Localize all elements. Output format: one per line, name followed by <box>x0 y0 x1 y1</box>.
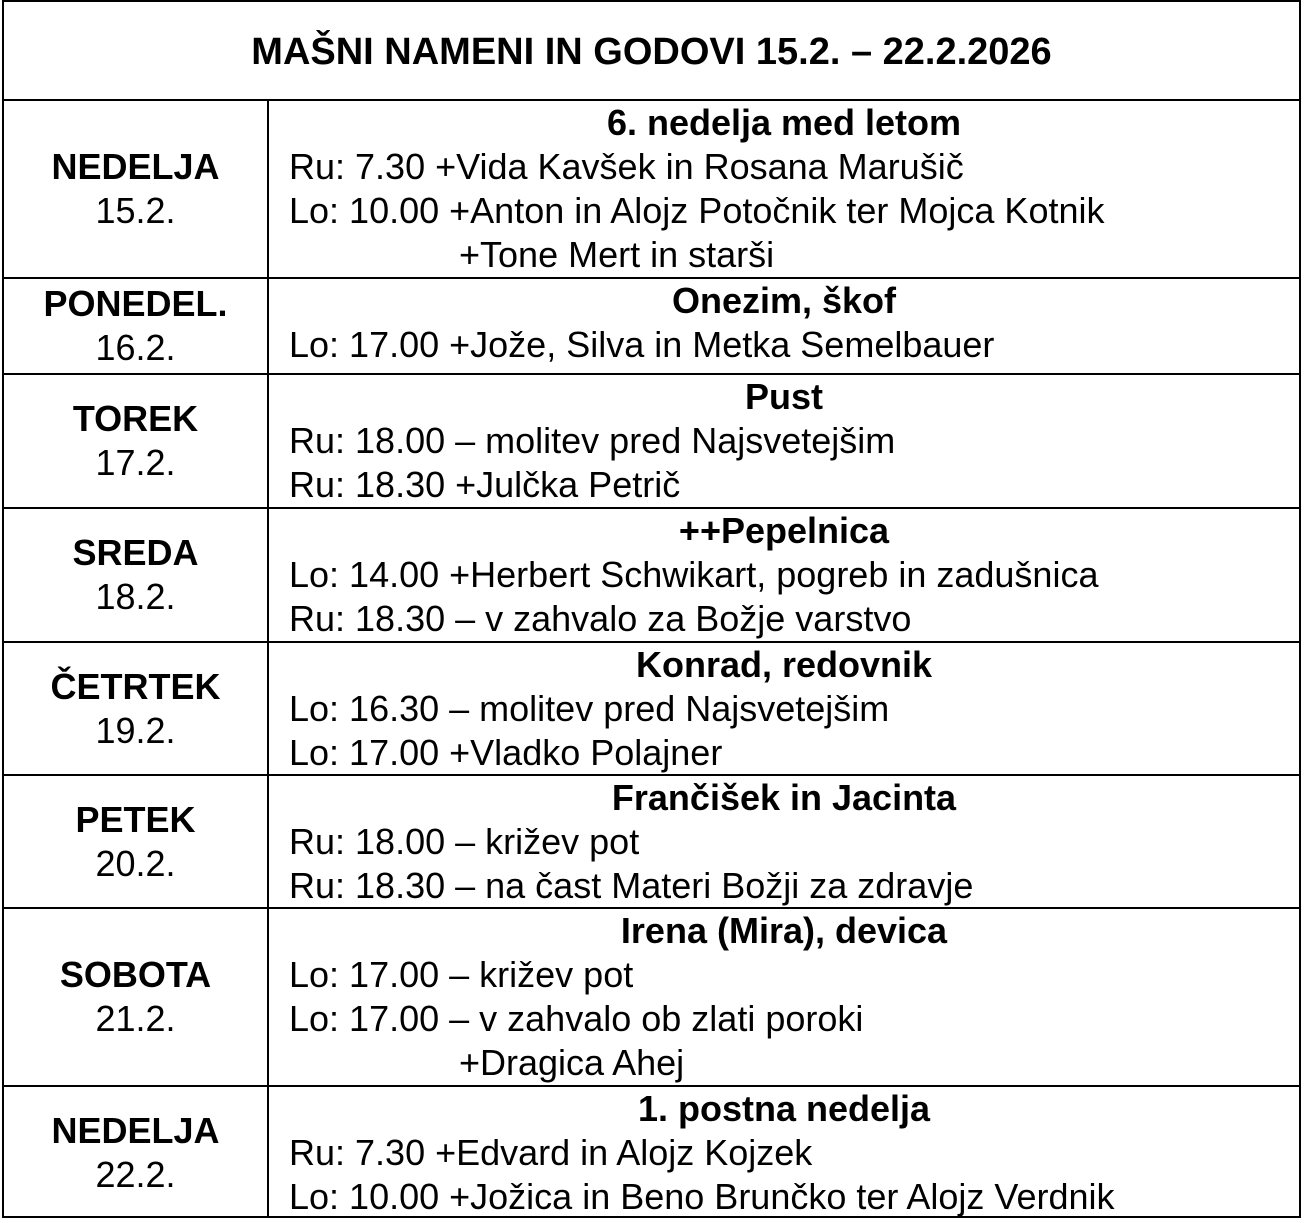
feast-title: 1. postna nedelja <box>637 1088 931 1129</box>
mass-entry: Ru: 7.30 +Edvard in Alojz Kojzek <box>289 1132 813 1173</box>
content-cell <box>269 375 1299 507</box>
day-date: 21.2. <box>95 998 176 1039</box>
day-name: PETEK <box>75 798 196 840</box>
mass-entry: Lo: 17.00 +Jože, Silva in Metka Semelbauer <box>289 324 995 365</box>
day-row-wednesday-18 <box>4 509 1299 643</box>
content-cell <box>269 101 1299 277</box>
feast-title: Onezim, škof <box>671 280 897 321</box>
mass-entry: Ru: 7.30 +Vida Kavšek in Rosana Marušič <box>289 146 964 187</box>
mass-entry: Ru: 18.30 +Julčka Petrič <box>289 464 681 505</box>
day-name: TOREK <box>72 398 199 439</box>
day-date: 20.2. <box>95 842 176 884</box>
day-row-friday-20 <box>4 776 1299 909</box>
feast-title: Frančišek in Jacinta <box>611 777 957 818</box>
day-name: SREDA <box>72 532 199 573</box>
content-cell <box>269 643 1299 774</box>
content-cell <box>269 909 1299 1085</box>
title-row <box>4 2 1299 101</box>
content-cell <box>269 509 1299 641</box>
day-cell <box>4 909 269 1085</box>
day-row-tuesday-17 <box>4 375 1299 509</box>
day-date: 18.2. <box>95 576 176 617</box>
day-cell <box>4 279 269 373</box>
mass-entry: Ru: 18.00 – molitev pred Najsvetejšim <box>289 420 896 461</box>
mass-entry: Ru: 18.30 – na čast Materi Božji za zdravje <box>289 865 974 906</box>
mass-entry: Lo: 17.00 – v zahvalo ob zlati poroki <box>289 998 864 1039</box>
feast-title: 6. nedelja med letom <box>606 102 962 143</box>
content-cell <box>269 1087 1299 1218</box>
day-row-thursday-19 <box>4 643 1299 776</box>
mass-entry: Lo: 10.00 +Jožica in Beno Brunčko ter Alojz Verdnik <box>289 1176 1115 1217</box>
feast-title: Pust <box>744 376 823 417</box>
mass-entry: Ru: 18.30 – v zahvalo za Božje varstvo <box>289 598 912 639</box>
mass-entry-continuation: +Dragica Ahej <box>459 1042 685 1083</box>
mass-entry: Lo: 10.00 +Anton in Alojz Potočnik ter Mojca Kotnik <box>289 190 1105 231</box>
feast-title: Konrad, redovnik <box>635 644 933 685</box>
day-row-monday-16 <box>4 279 1299 375</box>
day-date: 15.2. <box>95 190 176 231</box>
day-name: NEDELJA <box>51 146 220 187</box>
day-date: 16.2. <box>95 327 176 368</box>
day-cell <box>4 509 269 641</box>
day-row-sunday-22 <box>4 1087 1299 1218</box>
mass-entry: Lo: 14.00 +Herbert Schwikart, pogreb in zadušnica <box>289 554 1099 595</box>
day-cell <box>4 101 269 277</box>
schedule-table <box>2 0 1301 1218</box>
day-row-saturday-21 <box>4 909 1299 1087</box>
day-row-sunday-15 <box>4 101 1299 279</box>
day-date: 22.2. <box>95 1153 176 1195</box>
day-cell <box>4 776 269 907</box>
day-name: PONEDEL. <box>43 283 228 324</box>
day-cell <box>4 1087 269 1218</box>
day-date: 17.2. <box>95 442 176 483</box>
feast-title: Irena (Mira), devica <box>620 910 948 951</box>
day-name: ČETRTEK <box>50 665 221 707</box>
day-name: SOBOTA <box>59 954 212 995</box>
mass-entry: Lo: 17.00 +Vladko Polajner <box>289 732 723 773</box>
day-cell <box>4 643 269 774</box>
feast-title: ++Pepelnica <box>678 510 890 551</box>
mass-entry-continuation: +Tone Mert in starši <box>459 234 775 275</box>
mass-entry: Ru: 18.00 – križev pot <box>289 821 640 862</box>
mass-entry: Lo: 17.00 – križev pot <box>289 954 634 995</box>
document-title: MAŠNI NAMENI IN GODOVI 15.2. – 22.2.2026 <box>251 31 1052 73</box>
mass-entry: Lo: 16.30 – molitev pred Najsvetejšim <box>289 688 890 729</box>
content-cell <box>269 279 1299 373</box>
day-cell <box>4 375 269 507</box>
day-name: NEDELJA <box>51 1109 220 1151</box>
content-cell <box>269 776 1299 907</box>
day-date: 19.2. <box>95 709 176 751</box>
